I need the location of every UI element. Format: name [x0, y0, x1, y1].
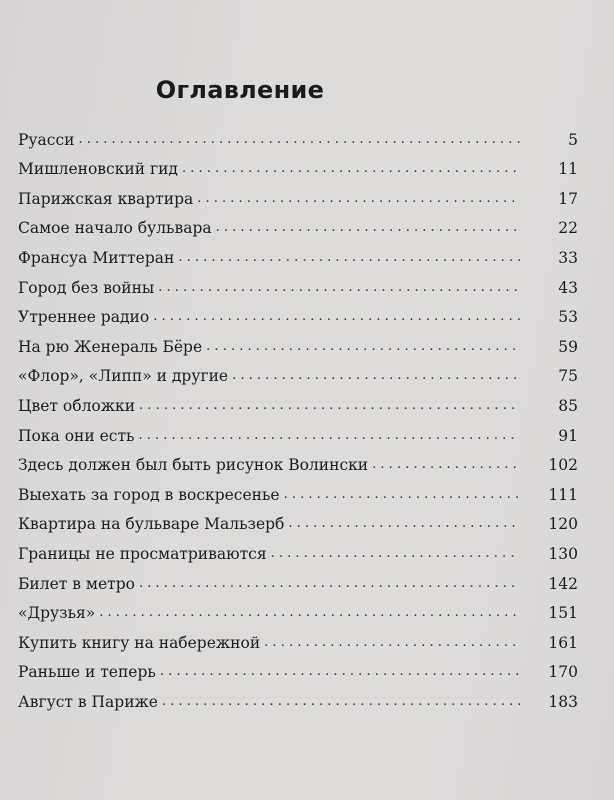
toc-entry-title: Квартира на бульваре Мальзерб — [18, 515, 285, 534]
toc-entry-title: «Друзья» — [18, 604, 96, 623]
toc-entry — [18, 327, 578, 357]
toc-page-number: 111 — [548, 485, 578, 504]
dot-leader — [264, 633, 520, 653]
toc-entry-title: Границы не просматриваются — [18, 544, 267, 563]
toc-page-number: 170 — [548, 663, 578, 682]
toc-page-number: 53 — [558, 308, 578, 327]
toc-page-number: 43 — [558, 278, 578, 297]
toc-entry-title: «Флор», «Липп» и другие — [18, 367, 229, 386]
toc-page-number: 142 — [548, 574, 578, 593]
toc-entry — [18, 534, 578, 564]
toc-page-number: 120 — [548, 515, 578, 534]
toc-entry-title: Самое начало бульвара — [18, 219, 212, 238]
dot-leader — [288, 514, 520, 534]
toc-entry-title: Август в Париже — [18, 692, 158, 711]
dot-leader — [139, 574, 520, 594]
dot-leader — [197, 189, 520, 209]
dot-leader — [158, 278, 520, 298]
toc-page-number: 130 — [548, 544, 578, 563]
toc-entry-title: Утреннее радио — [18, 308, 150, 327]
table-of-contents — [18, 120, 578, 712]
toc-entry-title: Билет в метро — [18, 574, 135, 593]
toc-page-number: 22 — [558, 219, 578, 238]
dot-leader — [139, 426, 521, 446]
toc-page-number: 5 — [568, 130, 578, 149]
dot-leader — [271, 544, 520, 564]
toc-page-number: 33 — [558, 248, 578, 267]
toc-entry — [18, 268, 578, 298]
toc-entry — [18, 209, 578, 239]
toc-page-number: 161 — [548, 633, 578, 652]
toc-entry-title: Раньше и теперь — [18, 663, 156, 682]
toc-page-number: 75 — [558, 367, 578, 386]
dot-leader — [139, 396, 520, 416]
toc-entry — [18, 505, 578, 535]
toc-entry — [18, 357, 578, 387]
dot-leader — [372, 455, 520, 475]
dot-leader — [99, 603, 520, 623]
toc-entry-title: Руасси — [18, 130, 75, 149]
dot-leader — [153, 307, 520, 327]
toc-page-number: 102 — [548, 456, 578, 475]
toc-entry — [18, 238, 578, 268]
page-title: Оглавление — [155, 76, 325, 105]
dot-leader — [182, 159, 520, 179]
toc-entry — [18, 120, 578, 150]
toc-entry-title: Цвет обложки — [18, 396, 136, 415]
toc-entry-title: Город без войны — [18, 278, 155, 297]
toc-entry-title: Здесь должен был быть рисунок Волински — [18, 456, 369, 475]
toc-entry — [18, 623, 578, 653]
toc-entry — [18, 682, 578, 712]
dot-leader — [160, 662, 520, 682]
dot-leader — [206, 337, 520, 357]
toc-entry — [18, 298, 578, 328]
toc-page-number: 11 — [558, 160, 578, 179]
toc-entry-title: Выехать за город в воскресенье — [18, 485, 280, 504]
dot-leader — [178, 248, 520, 268]
toc-entry — [18, 594, 578, 624]
dot-leader — [232, 366, 520, 386]
toc-page-number: 85 — [558, 396, 578, 415]
toc-entry — [18, 653, 578, 683]
toc-entry — [18, 564, 578, 594]
toc-entry-title: Парижская квартира — [18, 189, 194, 208]
dot-leader — [162, 692, 520, 712]
toc-page-number: 151 — [548, 604, 578, 623]
toc-entry — [18, 150, 578, 180]
toc-entry — [18, 386, 578, 416]
toc-entry-title: Мишленовский гид — [18, 160, 178, 179]
toc-entry — [18, 446, 578, 476]
dot-leader — [284, 485, 520, 505]
dot-leader — [78, 130, 520, 150]
toc-entry-title: Пока они есть — [18, 426, 135, 445]
toc-page-number: 59 — [558, 337, 578, 356]
dot-leader — [216, 218, 520, 238]
toc-entry — [18, 416, 578, 446]
toc-entry — [18, 179, 578, 209]
toc-entry-title: Купить книгу на набережной — [18, 633, 261, 652]
toc-entry-title: Франсуа Миттеран — [18, 248, 175, 267]
toc-page-number: 17 — [558, 189, 578, 208]
toc-page-number: 91 — [558, 426, 578, 445]
toc-entry — [18, 475, 578, 505]
toc-page-number: 183 — [548, 692, 578, 711]
toc-entry-title: На рю Женераль Бёре — [18, 337, 203, 356]
